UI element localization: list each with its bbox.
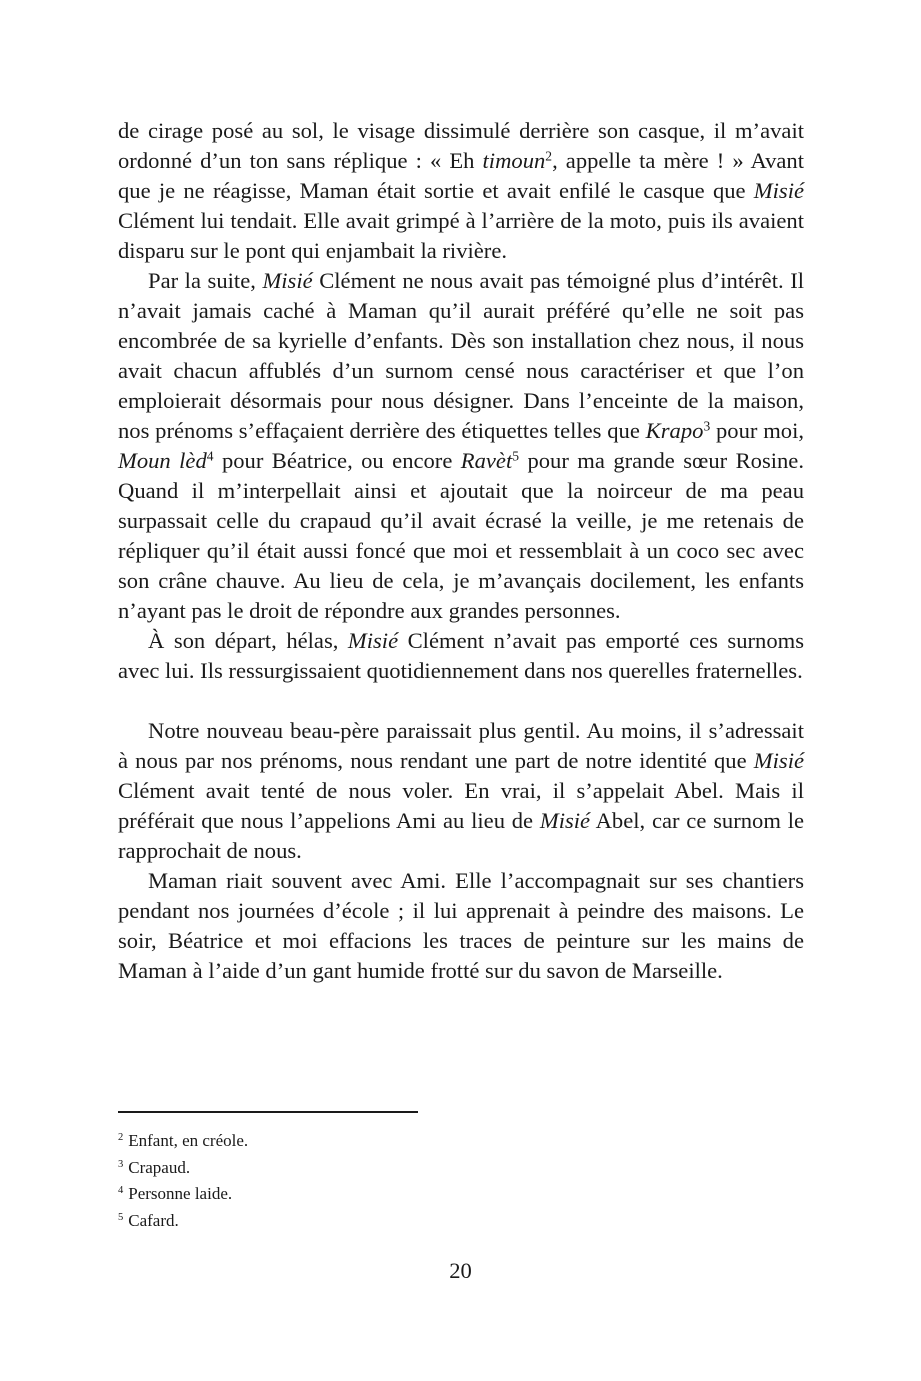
text-run: , appelle ta mère ! » Avant que je ne réagisse, Maman était sortie et avait enfilé le casque que — [118, 148, 804, 203]
text-run: pour Béatrice, ou encore — [213, 448, 461, 473]
footnote — [118, 1128, 804, 1155]
text-run: Clément lui tendait. Elle avait grimpé à l’arrière de la moto, puis ils avaient disparu sur le pont qui enjambait la rivière. — [118, 208, 804, 263]
footnote-text: Cafard. — [128, 1210, 179, 1230]
text-run: À son départ, hélas, — [148, 628, 348, 653]
footnote — [118, 1181, 804, 1208]
text-run: Clément n’avait pas emporté ces surnoms avec lui. Ils ressurgissaient quotidiennement dans nos querelles fraternelles. — [118, 628, 804, 683]
italic-text: timoun — [482, 148, 546, 173]
footnote-number: 3 — [118, 1158, 124, 1170]
text-run: Maman riait souvent avec Ami. Elle l’accompagnait sur ses chantiers pendant nos journées d’école ; il lui apprenait à peindre des maisons. Le soir, Béatrice et moi effacions les traces de peinture sur les mains de Maman à l’aide d’un gant humide frotté sur du savon de Marseille. — [118, 868, 804, 983]
italic-text: Misié — [753, 178, 804, 203]
footnotes — [118, 1128, 804, 1234]
footnote-reference: 5 — [512, 448, 520, 464]
italic-text: Misié — [539, 808, 591, 833]
text-run: Clément avait tenté de nous voler. En vrai, il s’appelait Abel. Mais il préférait que nous l’appelions Ami au lieu de — [118, 778, 804, 833]
footnote-text: Enfant, en créole. — [128, 1131, 249, 1150]
text-run: Abel, car ce surnom le rapprochait de nous. — [118, 808, 805, 863]
text-run: pour moi, — [710, 418, 805, 443]
footnote-number: 4 — [118, 1185, 124, 1197]
text-run: Notre nouveau beau-père paraissait plus gentil. Au moins, il s’adressait à nous par nos prénoms, nous rendant une part de notre identité que — [118, 718, 804, 773]
text-run: Clément ne nous avait pas témoigné plus d’intérêt. Il n’avait jamais caché à Maman qu’il aurait préféré qu’elle ne soit pas encombrée de sa kyrielle d’enfants. Dès son installation chez nous, il nous avait chacun affublés d’un surnom censé nous caractériser et que l’on emploierait désormais pour nous désigner. Dans l’enceinte de la maison, nos prénoms s’effaçaient derrière des étiquettes telles que — [118, 268, 804, 443]
italic-text: Krapo — [645, 418, 704, 443]
paragraph — [118, 626, 804, 686]
footnote-reference: 4 — [206, 448, 214, 464]
text-run: Par la suite, — [148, 268, 263, 293]
footnote — [118, 1155, 804, 1182]
footnote-number: 2 — [118, 1132, 124, 1144]
italic-text: Misié — [753, 748, 804, 773]
footnote-number: 5 — [118, 1211, 124, 1223]
paragraph — [118, 116, 804, 266]
paragraph — [118, 266, 804, 626]
footnote-text: Personne laide. — [128, 1184, 233, 1203]
page-number: 20 — [449, 1258, 472, 1283]
footnote — [118, 1208, 804, 1235]
footnote-separator — [118, 1111, 418, 1113]
footnote-reference: 3 — [703, 418, 711, 434]
italic-text: Misié — [347, 628, 399, 653]
paragraph — [118, 866, 804, 986]
footnote-text: Crapaud. — [128, 1157, 191, 1177]
text-run: pour ma grande sœur Rosine. Quand il m’interpellait ainsi et ajoutait que la noirceur de ma peau surpassait celle du crapaud qu’il avait écrasé la veille, je me retenais de répliquer qu’il était aussi foncé que moi et ressemblait à un coco sec avec son crâne chauve. Au lieu de cela, je m’avançais docilement, les enfants n’ayant pas le droit de répondre aux grandes personnes. — [118, 448, 804, 623]
body-text — [118, 116, 804, 986]
italic-text: Misié — [262, 268, 313, 293]
text-run: de cirage posé au sol, le visage dissimulé derrière son casque, il m’avait ordonné d’un ton sans réplique : « Eh — [118, 118, 804, 173]
paragraph — [118, 716, 804, 866]
italic-text: Ravèt — [460, 448, 513, 473]
italic-text: Moun lèd — [118, 448, 207, 473]
footnote-reference: 2 — [545, 148, 553, 164]
